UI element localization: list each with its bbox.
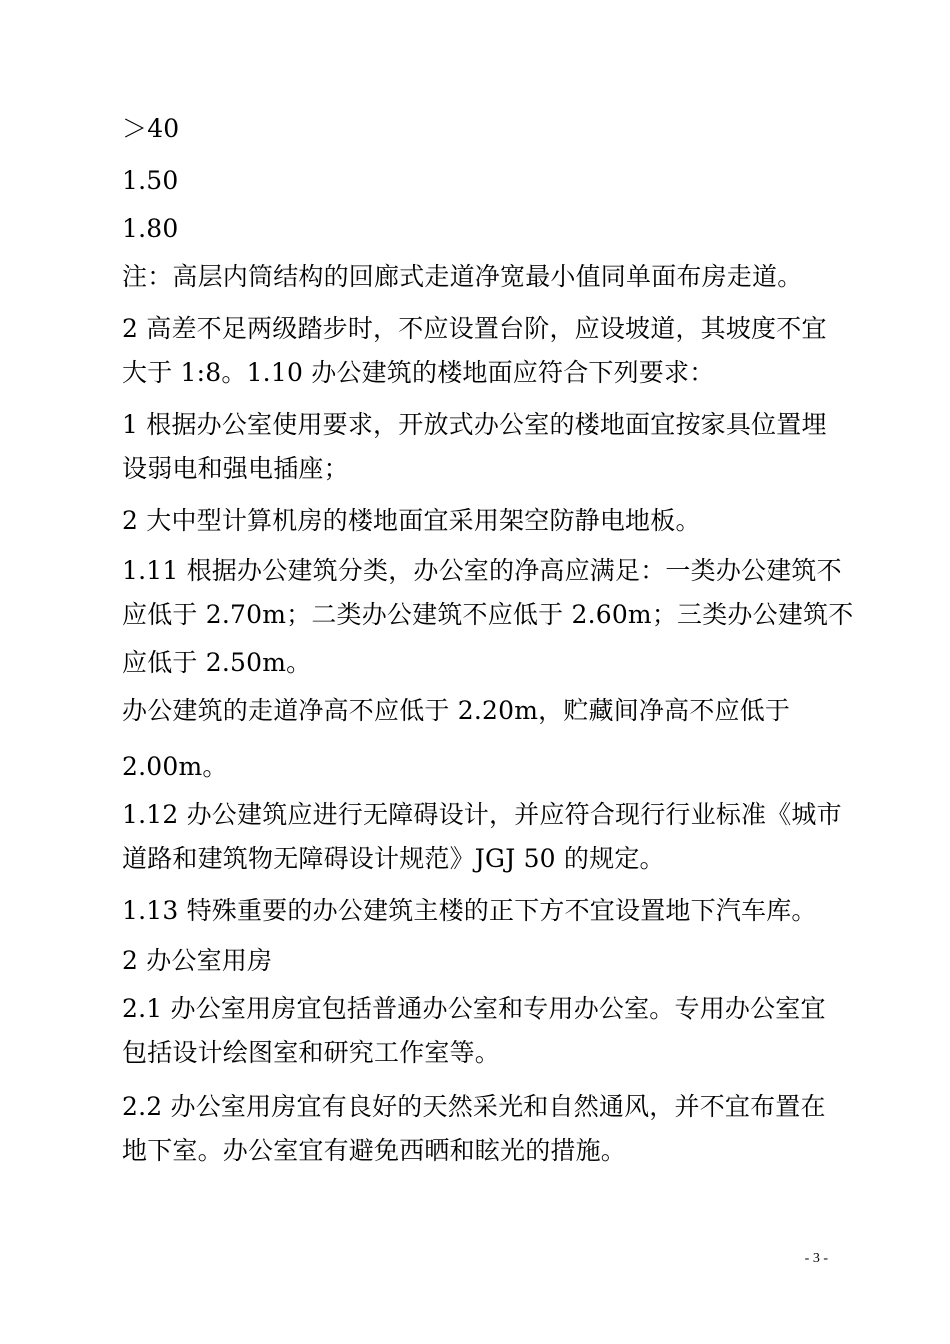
text-line-1-80: 1.80	[122, 214, 179, 243]
text-line-height-1: 1.11 根据办公建筑分类，办公室的净高应满足：一类办公建筑不	[122, 556, 842, 585]
text-line-height-3: 应低于 2.50m。	[122, 648, 312, 677]
text-line-outlets-2: 设弱电和强电插座；	[122, 454, 349, 483]
text-line-slope-2: 大于 1:8。1.10 办公建筑的楼地面应符合下列要求：	[122, 358, 715, 387]
text-line-corridor-2: 2.00m。	[122, 752, 228, 781]
text-line-2-2-b: 地下室。办公室宜有避免西晒和眩光的措施。	[122, 1136, 627, 1165]
text-line-2-1-b: 包括设计绘图室和研究工作室等。	[122, 1038, 501, 1067]
text-line-2-1-a: 2.1 办公室用房宜包括普通办公室和专用办公室。专用办公室宜	[122, 994, 826, 1023]
text-line-accessibility-1: 1.12 办公建筑应进行无障碍设计，并应符合现行行业标准《城市	[122, 800, 842, 829]
text-line-1-50: 1.50	[122, 166, 179, 195]
note-line: 注：高层内筒结构的回廊式走道净宽最小值同单面布房走道。	[122, 262, 803, 291]
text-line-2-2-a: 2.2 办公室用房宜有良好的天然采光和自然通风，并不宜布置在	[122, 1092, 826, 1121]
page-number: - 3 -	[804, 1251, 828, 1266]
text-line-outlets-1: 1 根据办公室使用要求，开放式办公室的楼地面宜按家具位置埋	[122, 410, 827, 439]
text-line-corridor-1: 办公建筑的走道净高不应低于 2.20m，贮藏间净高不应低于	[122, 696, 791, 725]
text-line-accessibility-2: 道路和建筑物无障碍设计规范》JGJ 50 的规定。	[122, 844, 665, 873]
text-line-computer-room: 2 大中型计算机房的楼地面宜采用架空防静电地板。	[122, 506, 701, 535]
text-line-height-2: 应低于 2.70m；二类办公建筑不应低于 2.60m；三类办公建筑不	[122, 600, 854, 629]
text-line-slope-1: 2 高差不足两级踏步时，不应设置台阶，应设坡道，其坡度不宜	[122, 314, 827, 343]
section-heading-office-rooms: 2 办公室用房	[122, 946, 273, 975]
text-line-garage: 1.13 特殊重要的办公建筑主楼的正下方不宜设置地下汽车库。	[122, 896, 817, 925]
text-line-gt40: ＞40	[122, 114, 180, 143]
